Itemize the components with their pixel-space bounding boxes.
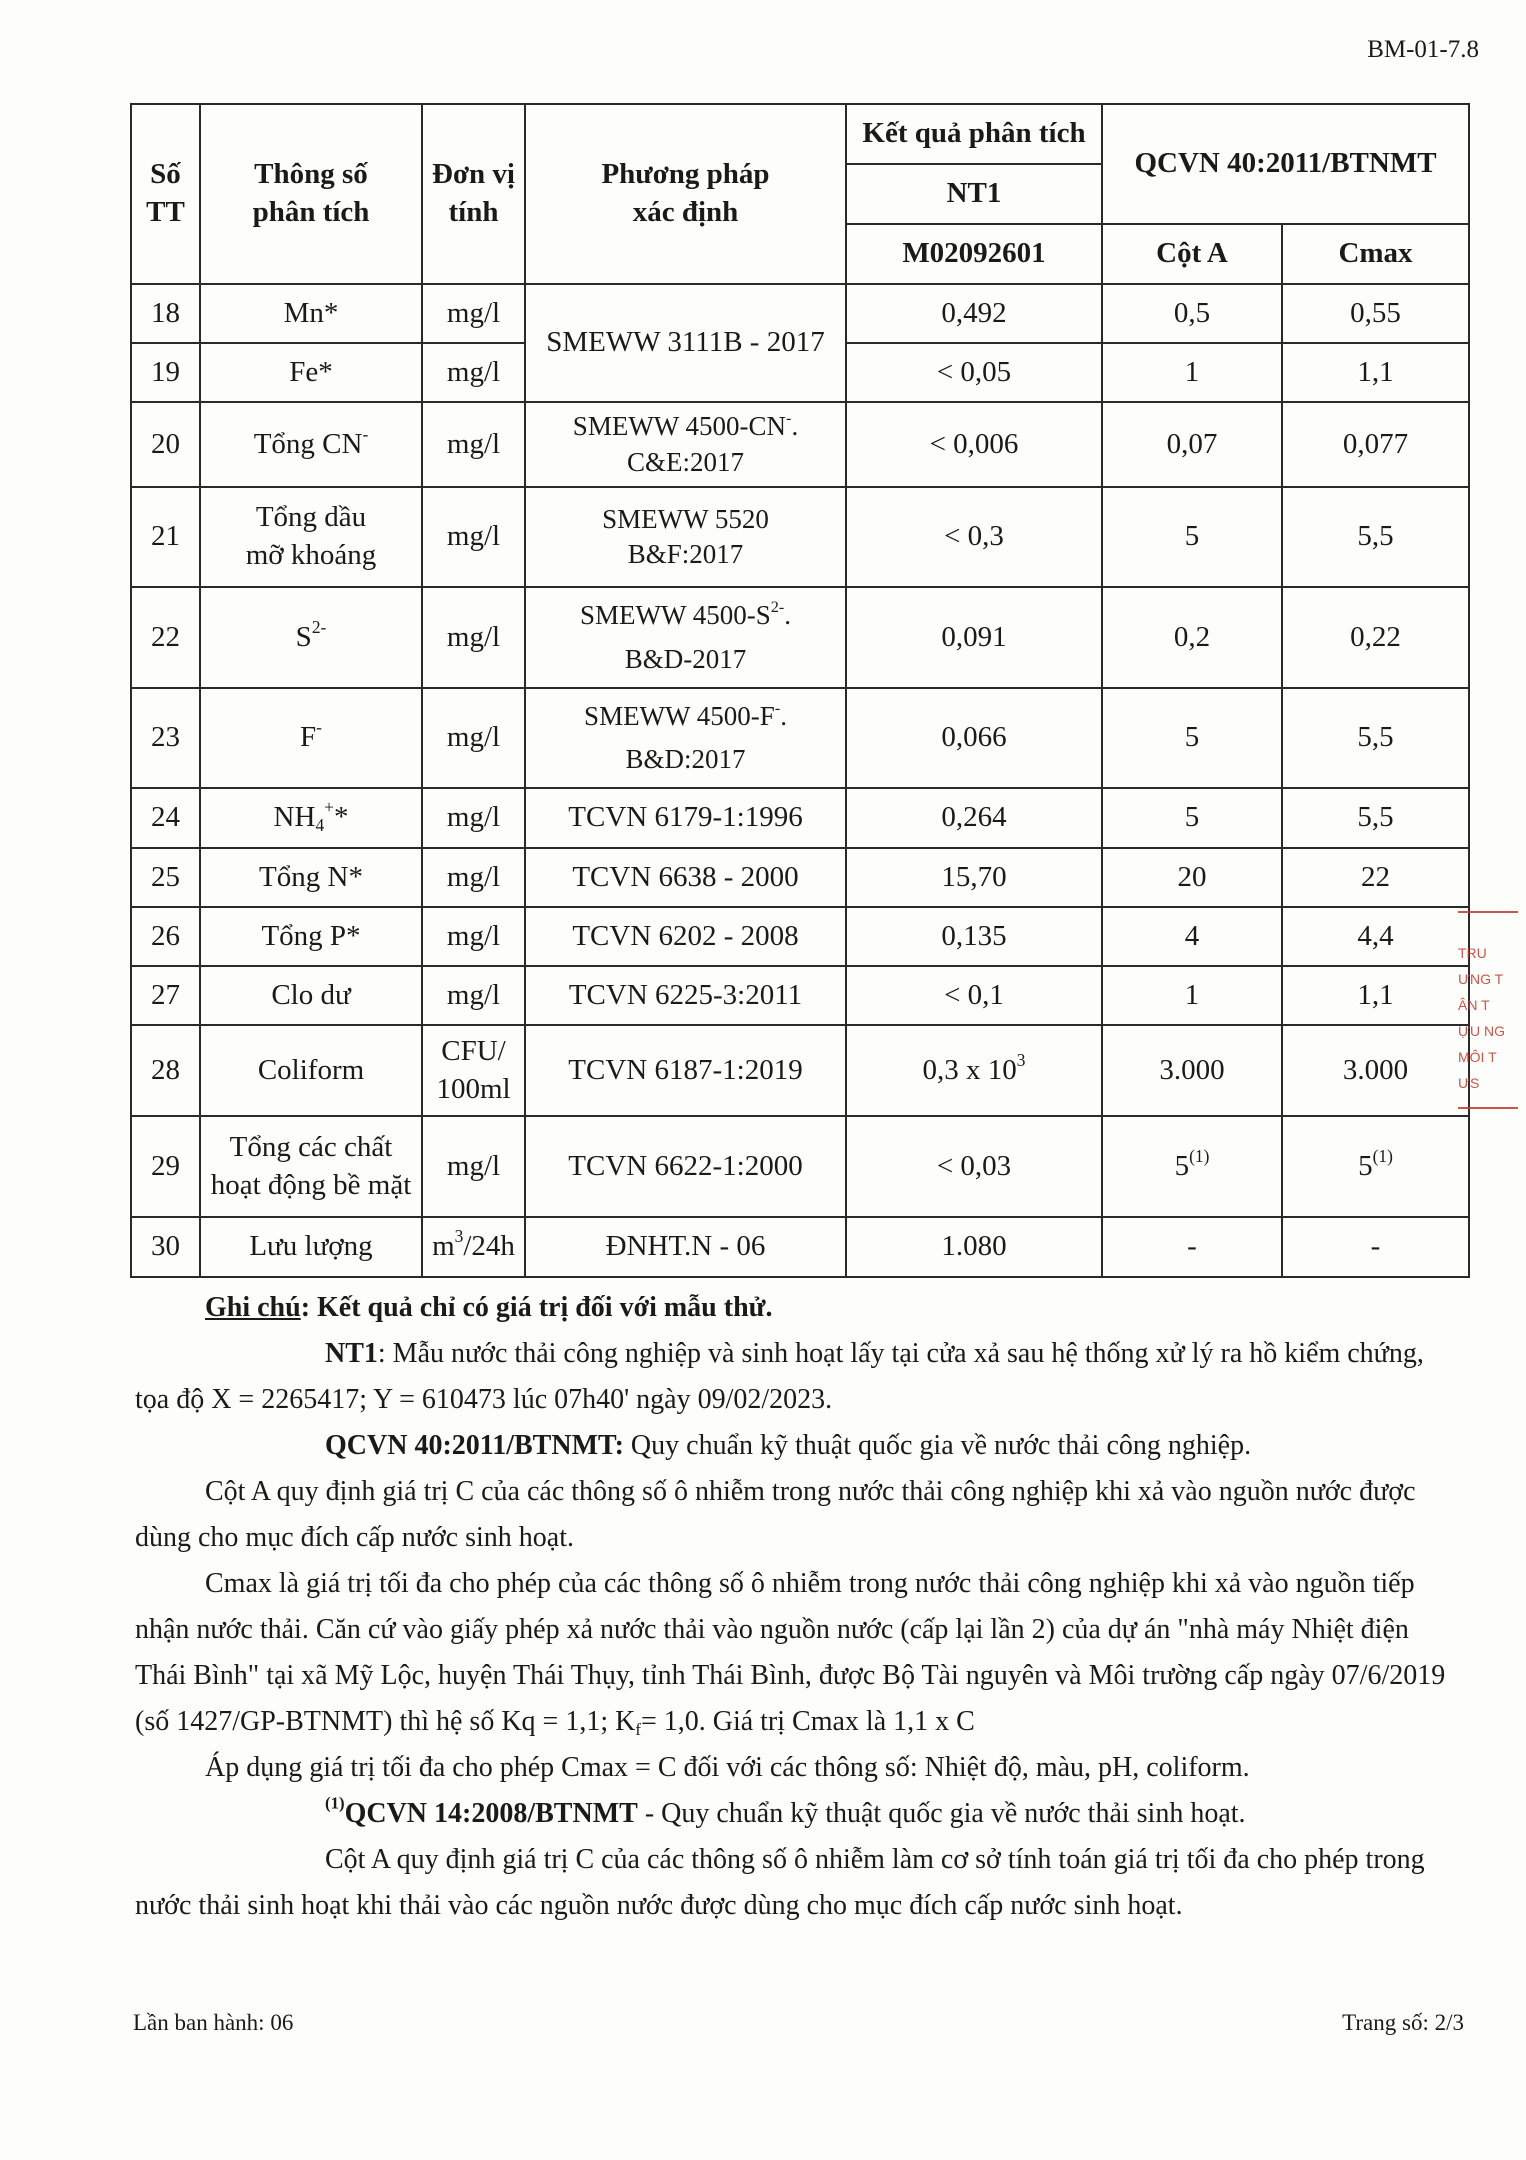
row-col-a: 0,2 <box>1102 587 1282 688</box>
row-col-a: - <box>1102 1217 1282 1277</box>
header-result: Kết quả phân tích <box>846 104 1102 164</box>
row-unit: mg/l <box>422 966 525 1025</box>
row-result: 1.080 <box>846 1217 1102 1277</box>
table-row <box>131 848 1469 907</box>
row-unit: $m^3/24h$ <box>422 1217 525 1277</box>
note-col-a: Cột A quy định giá trị C của các thông số ô nhiễm trong nước thải công nghiệp khi xả vào nguồn nước được dùng cho mục đích cấp nước sinh hoạt. <box>135 1476 1416 1553</box>
row-param: Tổng các chất hoạt động bề mặt <box>200 1116 422 1217</box>
header-method: Phương pháp xác định <box>525 104 846 284</box>
note-col-a14: Cột A quy định giá trị C của các thông số ô nhiễm làm cơ sở tính toán giá trị tối đa cho phép trong nước thải sinh hoạt khi thải vào các nguồn nước được dùng cho mục đích cấp nước sinh hoạt. <box>135 1844 1425 1921</box>
row-result: 0,066 <box>846 688 1102 788</box>
row-col-a: 5 <box>1102 688 1282 788</box>
row-stt: 24 <box>131 788 200 848</box>
header-nt1: NT1 <box>846 164 1102 224</box>
row-unit: mg/l <box>422 788 525 848</box>
table-row <box>131 284 1469 343</box>
row-cmax: 22 <box>1282 848 1469 907</box>
row-stt: 30 <box>131 1217 200 1277</box>
row-cmax: 3.000 <box>1282 1025 1469 1116</box>
header-cmax: Cmax <box>1282 224 1469 284</box>
table-row <box>131 788 1469 848</box>
row-unit: mg/l <box>422 848 525 907</box>
notes-section <box>135 1285 1465 1929</box>
row-cmax: 5,5 <box>1282 487 1469 587</box>
row-cmax: 5$^{(1)}$ <box>1282 1116 1469 1217</box>
row-param: Tổng N* <box>200 848 422 907</box>
header-qcvn: QCVN 40:2011/BTNMT <box>1102 104 1469 224</box>
row-unit: CFU/ 100ml <box>422 1025 525 1116</box>
row-cmax: - <box>1282 1217 1469 1277</box>
row-method: TCVN 6202 - 2008 <box>525 907 846 966</box>
row-cmax: 1,1 <box>1282 966 1469 1025</box>
row-cmax: 1,1 <box>1282 343 1469 402</box>
row-unit: mg/l <box>422 587 525 688</box>
row-stt: 25 <box>131 848 200 907</box>
row-result: < 0,1 <box>846 966 1102 1025</box>
notes-title: Ghi chú: Kết quả chỉ có giá trị đối với mẫu thử. <box>205 1292 773 1323</box>
row-cmax: 0,22 <box>1282 587 1469 688</box>
table-row <box>131 1025 1469 1116</box>
header-unit: Đơn vị tính <box>422 104 525 284</box>
row-param: Mn* <box>200 284 422 343</box>
row-result: 0,3 x $10^3$ <box>846 1025 1102 1116</box>
row-stt: 19 <box>131 343 200 402</box>
row-result: 15,70 <box>846 848 1102 907</box>
row-param: F- <box>200 688 422 788</box>
row-stt: 22 <box>131 587 200 688</box>
row-stt: 28 <box>131 1025 200 1116</box>
row-param: $NH_4^+*$ <box>200 788 422 848</box>
row-param: $S^{2-}$ <box>200 587 422 688</box>
header-param: Thông số phân tích <box>200 104 422 284</box>
row-cmax: 5,5 <box>1282 688 1469 788</box>
row-col-a: 20 <box>1102 848 1282 907</box>
row-stt: 20 <box>131 402 200 487</box>
header-sample-code: M02092601 <box>846 224 1102 284</box>
row-stt: 21 <box>131 487 200 587</box>
table-row <box>131 1116 1469 1217</box>
row-method: ĐNHT.N - 06 <box>525 1217 846 1277</box>
row-stt: 26 <box>131 907 200 966</box>
row-method: TCVN 6225-3:2011 <box>525 966 846 1025</box>
row-result: < 0,03 <box>846 1116 1102 1217</box>
row-param: Tổng P* <box>200 907 422 966</box>
row-cmax: 0,077 <box>1282 402 1469 487</box>
row-col-a: 1 <box>1102 966 1282 1025</box>
row-unit: mg/l <box>422 284 525 343</box>
row-stt: 27 <box>131 966 200 1025</box>
row-stt: 29 <box>131 1116 200 1217</box>
row-result: < 0,3 <box>846 487 1102 587</box>
row-param: Lưu lượng <box>200 1217 422 1277</box>
row-unit: mg/l <box>422 343 525 402</box>
row-unit: mg/l <box>422 402 525 487</box>
row-param: Clo dư <box>200 966 422 1025</box>
row-result: < 0,006 <box>846 402 1102 487</box>
row-result: 0,135 <box>846 907 1102 966</box>
row-unit: mg/l <box>422 487 525 587</box>
row-result: 0,091 <box>846 587 1102 688</box>
row-unit: mg/l <box>422 1116 525 1217</box>
table-row <box>131 966 1469 1025</box>
note-apply: Áp dụng giá trị tối đa cho phép Cmax = C đối với các thông số: Nhiệt độ, màu, pH, coliform. <box>205 1752 1250 1783</box>
row-cmax: 5,5 <box>1282 788 1469 848</box>
results-table <box>130 103 1470 1278</box>
stamp-fragment: TRU ƯNG T ÂN T ỰU NG MÔI T ƯS <box>1458 905 1526 1145</box>
row-col-a: 1 <box>1102 343 1282 402</box>
row-param: Coliform <box>200 1025 422 1116</box>
row-unit: mg/l <box>422 907 525 966</box>
row-col-a: 5$^{(1)}$ <box>1102 1116 1282 1217</box>
row-cmax: 0,55 <box>1282 284 1469 343</box>
row-method: TCVN 6187-1:2019 <box>525 1025 846 1116</box>
table-row <box>131 907 1469 966</box>
row-col-a: 4 <box>1102 907 1282 966</box>
table-row <box>131 587 1469 688</box>
row-method: SMEWW $4500-S^{2-}$. B&D-2017 <box>525 587 846 688</box>
header-col-a: Cột A <box>1102 224 1282 284</box>
table-row <box>131 1217 1469 1277</box>
row-method: TCVN 6179-1:1996 <box>525 788 846 848</box>
table-row <box>131 487 1469 587</box>
table-row <box>131 688 1469 788</box>
note-nt1: NT1: Mẫu nước thải công nghiệp và sinh hoạt lấy tại cửa xả sau hệ thống xử lý ra hồ kiểm chứng, tọa độ X = 2265417; Y = 610473 lúc 07h40' ngày 09/02/2023. <box>135 1338 1424 1415</box>
footer-page: Trang số: 2/3 <box>1342 2010 1464 2035</box>
row-param: Tổng dầu mỡ khoáng <box>200 487 422 587</box>
table-row <box>131 402 1469 487</box>
row-stt: 18 <box>131 284 200 343</box>
row-param: Tổng CN- <box>200 402 422 487</box>
row-result: 0,264 <box>846 788 1102 848</box>
row-col-a: 5 <box>1102 487 1282 587</box>
row-col-a: 3.000 <box>1102 1025 1282 1116</box>
row-method: SMEWW 3111B - 2017 <box>525 284 846 402</box>
row-col-a: 0,5 <box>1102 284 1282 343</box>
row-result: 0,492 <box>846 284 1102 343</box>
row-stt: 23 <box>131 688 200 788</box>
row-cmax: 4,4 <box>1282 907 1469 966</box>
header-stt: Số TT <box>131 104 200 284</box>
row-result: < 0,05 <box>846 343 1102 402</box>
row-unit: mg/l <box>422 688 525 788</box>
form-code: BM-01-7.8 <box>1367 36 1479 63</box>
note-qcvn40: QCVN 40:2011/BTNMT: Quy chuẩn kỹ thuật quốc gia về nước thải công nghiệp. <box>325 1430 1252 1461</box>
row-col-a: 0,07 <box>1102 402 1282 487</box>
row-method: SMEWW 4500-CN-. C&E:2017 <box>525 402 846 487</box>
note-cmax: Cmax là giá trị tối đa cho phép của các thông số ô nhiễm trong nước thải công nghiệp khi xả vào nguồn tiếp nhận nước thải. Căn cứ vào giấy phép xả nước thải vào nguồn nước (cấp lại lần 2) của dự án "nhà máy Nhiệt điện Thái Bình" tại xã Mỹ Lộc, huyện Thái Thụy, tỉnh Thái Bình, được Bộ Tài nguyên và Môi trường cấp ngày 07/6/2019 (số 1427/GP-BTNMT) thì hệ số Kq = 1,1; $K_f= 1,0$. Giá trị Cmax là 1,1 x C <box>135 1568 1446 1740</box>
note-qcvn14: $^{(1)}$QCVN 14:2008/BTNMT - Quy chuẩn kỹ thuật quốc gia về nước thải sinh hoạt. <box>325 1793 1246 1829</box>
row-method: TCVN 6638 - 2000 <box>525 848 846 907</box>
row-method: SMEWW 4500-F-. B&D:2017 <box>525 688 846 788</box>
header-row <box>131 104 1469 164</box>
row-param: Fe* <box>200 343 422 402</box>
footer-issue: Lần ban hành: 06 <box>133 2010 294 2035</box>
row-method: TCVN 6622-1:2000 <box>525 1116 846 1217</box>
row-method: SMEWW 5520 B&F:2017 <box>525 487 846 587</box>
row-col-a: 5 <box>1102 788 1282 848</box>
